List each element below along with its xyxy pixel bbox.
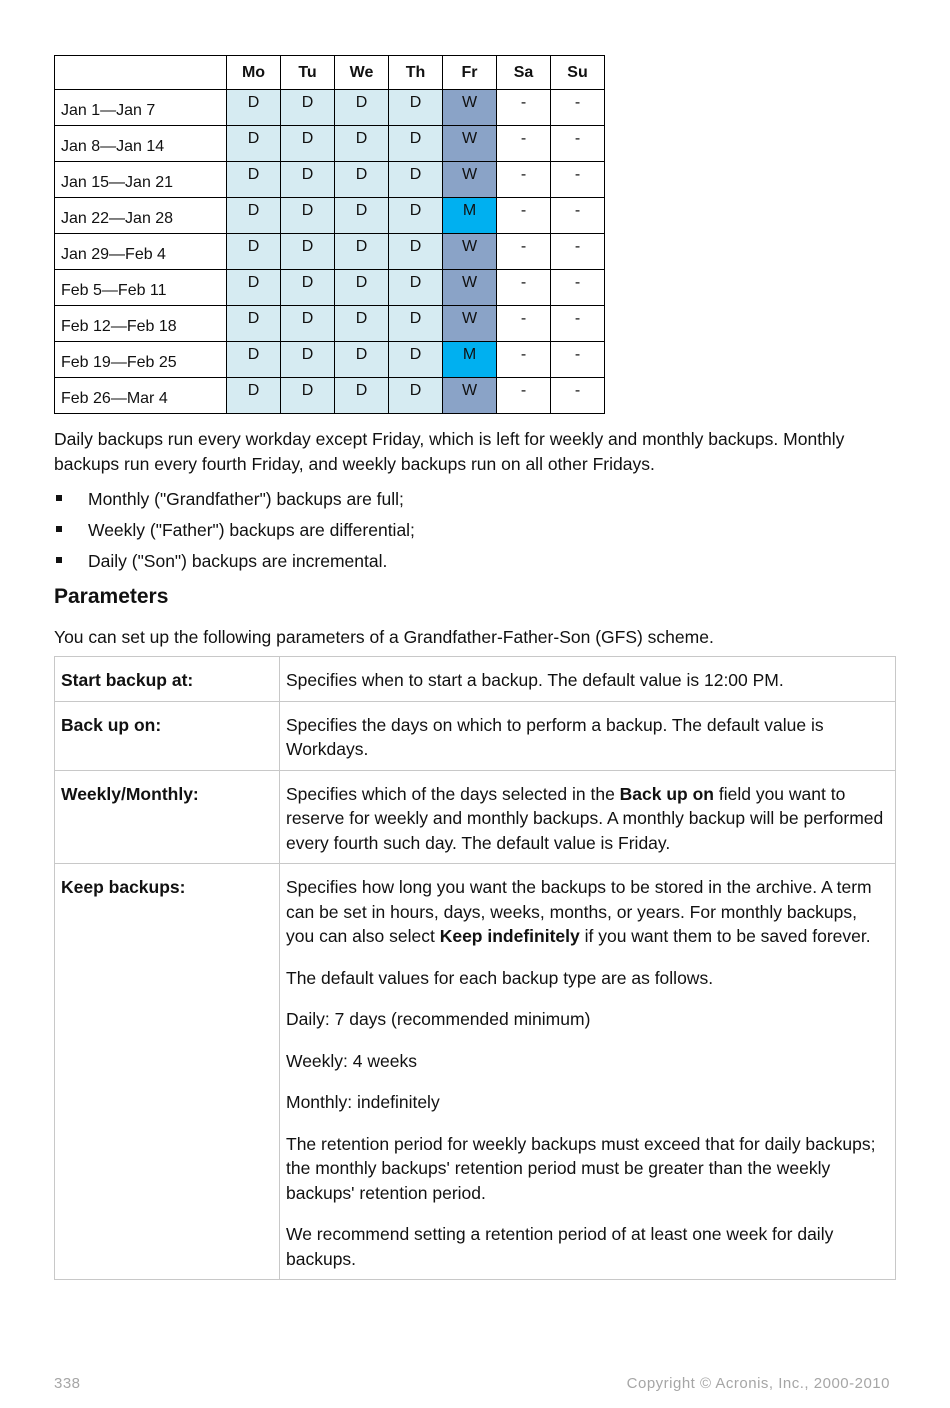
daily-backup-cell: D xyxy=(389,234,443,270)
list-item-text: Monthly ("Grandfather") backups are full; xyxy=(88,489,404,509)
day-header: Th xyxy=(389,56,443,90)
daily-backup-cell: D xyxy=(335,162,389,198)
daily-backup-cell: D xyxy=(335,234,389,270)
weekly-backup-cell: W xyxy=(443,378,497,414)
week-range-label: Feb 26—Mar 4 xyxy=(55,378,227,414)
day-header: Tu xyxy=(281,56,335,90)
description-paragraph: Specifies which of the days selected in the Back up on field you want to reserve for weekly and monthly backups. A monthly backup will be performed every fourth such day. The default value is Friday. xyxy=(286,783,884,853)
backup-schedule-table xyxy=(54,55,605,414)
description-paragraph: The retention period for weekly backups must exceed that for daily backups; the monthly backups' retention period must be greater than the weekly backups' retention period. xyxy=(286,1133,876,1203)
no-backup-cell: - xyxy=(497,378,551,414)
daily-backup-cell: D xyxy=(389,306,443,342)
daily-backup-cell: D xyxy=(281,90,335,126)
list-item-text: Daily ("Son") backups are incremental. xyxy=(88,551,388,571)
schedule-row xyxy=(55,378,605,414)
parameters-table xyxy=(54,656,896,1280)
daily-backup-cell: D xyxy=(281,342,335,378)
copyright-notice: Copyright © Acronis, Inc., 2000-2010 xyxy=(626,1375,890,1392)
daily-backup-cell: D xyxy=(281,198,335,234)
daily-backup-cell: D xyxy=(227,126,281,162)
weekly-backup-cell: W xyxy=(443,126,497,162)
week-range-label: Feb 19—Feb 25 xyxy=(55,342,227,378)
daily-backup-cell: D xyxy=(335,270,389,306)
no-backup-cell: - xyxy=(551,234,605,270)
no-backup-cell: - xyxy=(551,342,605,378)
daily-backup-cell: D xyxy=(227,270,281,306)
parameter-description xyxy=(280,657,896,702)
no-backup-cell: - xyxy=(497,342,551,378)
daily-backup-cell: D xyxy=(281,234,335,270)
no-backup-cell: - xyxy=(551,162,605,198)
daily-backup-cell: D xyxy=(227,306,281,342)
daily-backup-cell: D xyxy=(389,378,443,414)
no-backup-cell: - xyxy=(497,90,551,126)
no-backup-cell: - xyxy=(551,90,605,126)
daily-backup-cell: D xyxy=(335,126,389,162)
daily-backup-cell: D xyxy=(281,270,335,306)
description-paragraph: Weekly: 4 weeks xyxy=(286,1050,417,1071)
daily-backup-cell: D xyxy=(227,342,281,378)
weekly-backup-cell: W xyxy=(443,90,497,126)
no-backup-cell: - xyxy=(551,378,605,414)
daily-backup-cell: D xyxy=(281,306,335,342)
schedule-row xyxy=(55,162,605,198)
daily-backup-cell: D xyxy=(389,126,443,162)
description-paragraph: Specifies the days on which to perform a backup. The default value is Workdays. xyxy=(286,714,824,759)
week-range-label: Jan 1—Jan 7 xyxy=(55,90,227,126)
backup-type-list xyxy=(54,487,415,580)
daily-backup-cell: D xyxy=(227,162,281,198)
daily-backup-cell: D xyxy=(389,90,443,126)
week-range-label: Jan 29—Feb 4 xyxy=(55,234,227,270)
schedule-row xyxy=(55,270,605,306)
schedule-row xyxy=(55,126,605,162)
field-reference: Back up on xyxy=(619,783,714,804)
week-range-label: Feb 12—Feb 18 xyxy=(55,306,227,342)
description-paragraph: Specifies when to start a backup. The default value is 12:00 PM. xyxy=(286,670,784,690)
parameter-row xyxy=(55,864,896,1280)
schedule-body xyxy=(55,90,605,414)
bullet-icon xyxy=(56,557,62,563)
no-backup-cell: - xyxy=(551,270,605,306)
list-item-text: Weekly ("Father") backups are differential; xyxy=(88,520,415,540)
day-header: Su xyxy=(551,56,605,90)
parameters-body xyxy=(55,657,896,1280)
week-range-label: Jan 8—Jan 14 xyxy=(55,126,227,162)
parameter-name: Start backup at: xyxy=(55,657,280,702)
day-header: Fr xyxy=(443,56,497,90)
schedule-row xyxy=(55,342,605,378)
parameter-name: Back up on: xyxy=(55,701,280,770)
bullet-icon xyxy=(56,526,62,532)
intro-paragraph: Daily backups run every workday except Friday, which is left for weekly and monthly backups. Monthly backups run every fourth Friday, and weekly backups run on all other Fridays. xyxy=(54,429,845,474)
week-range-label: Jan 22—Jan 28 xyxy=(55,198,227,234)
no-backup-cell: - xyxy=(497,270,551,306)
parameter-row xyxy=(55,770,896,864)
weekly-backup-cell: W xyxy=(443,306,497,342)
weekly-backup-cell: W xyxy=(443,234,497,270)
weekly-backup-cell: W xyxy=(443,162,497,198)
weekly-backup-cell: W xyxy=(443,270,497,306)
bullet-icon xyxy=(56,495,62,501)
daily-backup-cell: D xyxy=(227,198,281,234)
week-range-label: Feb 5—Feb 11 xyxy=(55,270,227,306)
description-paragraph: The default values for each backup type are as follows. xyxy=(286,967,714,988)
no-backup-cell: - xyxy=(551,198,605,234)
schedule-row xyxy=(55,234,605,270)
parameter-description xyxy=(280,864,896,1280)
no-backup-cell: - xyxy=(551,306,605,342)
daily-backup-cell: D xyxy=(335,342,389,378)
list-item xyxy=(54,487,415,518)
daily-backup-cell: D xyxy=(227,90,281,126)
daily-backup-cell: D xyxy=(389,342,443,378)
list-item xyxy=(54,549,415,580)
monthly-backup-cell: M xyxy=(443,198,497,234)
description-paragraph: We recommend setting a retention period of at least one week for daily backups. xyxy=(286,1224,834,1269)
daily-backup-cell: D xyxy=(227,378,281,414)
parameter-name: Keep backups: xyxy=(55,864,280,1280)
list-item xyxy=(54,518,415,549)
schedule-row xyxy=(55,198,605,234)
parameter-row xyxy=(55,701,896,770)
description-paragraph: Daily: 7 days (recommended minimum) xyxy=(286,1009,591,1029)
daily-backup-cell: D xyxy=(335,198,389,234)
day-header: We xyxy=(335,56,389,90)
no-backup-cell: - xyxy=(497,234,551,270)
description-paragraph: Specifies how long you want the backups to be stored in the archive. A term can be set in hours, days, weeks, months, or years. For monthly backups, you can also select Keep indefinitely if you want them to be saved forever. xyxy=(286,877,872,946)
no-backup-cell: - xyxy=(497,198,551,234)
schedule-row xyxy=(55,90,605,126)
schedule-header-row xyxy=(55,56,605,90)
day-header: Mo xyxy=(227,56,281,90)
no-backup-cell: - xyxy=(497,162,551,198)
parameter-row xyxy=(55,657,896,702)
daily-backup-cell: D xyxy=(389,270,443,306)
daily-backup-cell: D xyxy=(389,198,443,234)
parameter-description xyxy=(280,701,896,770)
day-header: Sa xyxy=(497,56,551,90)
no-backup-cell: - xyxy=(551,126,605,162)
daily-backup-cell: D xyxy=(335,378,389,414)
page-number: 338 xyxy=(54,1375,81,1392)
monthly-backup-cell: M xyxy=(443,342,497,378)
daily-backup-cell: D xyxy=(227,234,281,270)
description-paragraph: Monthly: indefinitely xyxy=(286,1092,440,1112)
no-backup-cell: - xyxy=(497,126,551,162)
daily-backup-cell: D xyxy=(389,162,443,198)
field-reference: Keep indefinitely xyxy=(439,926,580,946)
no-backup-cell: - xyxy=(497,306,551,342)
schedule-corner-cell xyxy=(55,56,227,90)
section-heading: Parameters xyxy=(54,585,169,608)
schedule-row xyxy=(55,306,605,342)
week-range-label: Jan 15—Jan 21 xyxy=(55,162,227,198)
daily-backup-cell: D xyxy=(281,162,335,198)
daily-backup-cell: D xyxy=(281,378,335,414)
parameters-intro: You can set up the following parameters of a Grandfather-Father-Son (GFS) scheme. xyxy=(54,627,714,647)
parameter-name: Weekly/Monthly: xyxy=(55,770,280,864)
daily-backup-cell: D xyxy=(281,126,335,162)
parameter-description xyxy=(280,770,896,864)
daily-backup-cell: D xyxy=(335,306,389,342)
daily-backup-cell: D xyxy=(335,90,389,126)
